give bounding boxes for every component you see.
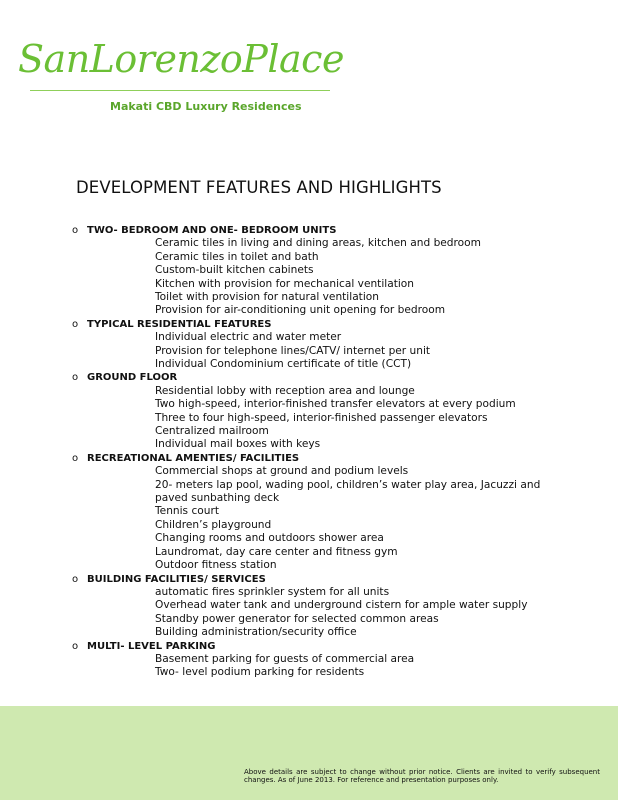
bullet-marker: o bbox=[72, 318, 79, 330]
feature-item: 20- meters lap pool, wading pool, children’s water play area, Jacuzzi and paved sunbathing deck bbox=[155, 478, 541, 505]
feature-item: Three to four high-speed, interior-finished passenger elevators bbox=[155, 411, 488, 424]
logo-tagline: Makati CBD Luxury Residences bbox=[110, 100, 302, 113]
feature-item: Kitchen with provision for mechanical ventilation bbox=[155, 277, 415, 290]
section-heading-text: TYPICAL RESIDENTIAL FEATURES bbox=[87, 318, 272, 330]
feature-section bbox=[72, 640, 572, 680]
feature-item: Individual Condominium certificate of title (CCT) bbox=[155, 358, 412, 371]
feature-sections bbox=[72, 224, 572, 680]
section-heading bbox=[72, 371, 572, 384]
logo-divider bbox=[30, 90, 330, 91]
feature-item: Provision for telephone lines/CATV/ internet per unit bbox=[155, 344, 431, 357]
section-heading bbox=[72, 452, 572, 465]
bullet-marker: o bbox=[72, 225, 79, 236]
section-heading bbox=[72, 640, 572, 653]
section-items bbox=[72, 237, 572, 317]
feature-item: Residential lobby with reception area and lounge bbox=[155, 384, 415, 397]
disclaimer-text: Above details are subject to change without prior notice. Clients are invited to verify subsequent changes. As of June 2013. For reference and presentation purposes only. bbox=[244, 768, 600, 784]
feature-item: Standby power generator for selected common areas bbox=[155, 612, 439, 625]
section-items bbox=[72, 331, 572, 371]
feature-item: Basement parking for guests of commercial area bbox=[155, 652, 415, 665]
feature-section bbox=[72, 224, 572, 318]
feature-item: Centralized mailroom bbox=[155, 425, 269, 438]
feature-item: Individual electric and water meter bbox=[155, 331, 342, 344]
feature-section bbox=[72, 573, 572, 640]
feature-item: Tennis court bbox=[155, 505, 219, 518]
feature-item: Custom-built kitchen cabinets bbox=[155, 264, 314, 277]
section-items bbox=[72, 586, 572, 640]
section-heading-text: TWO- BEDROOM AND ONE- BEDROOM UNITS bbox=[87, 225, 337, 236]
feature-item: Building administration/security office bbox=[155, 626, 357, 639]
feature-item: Two- level podium parking for residents bbox=[155, 666, 365, 679]
section-heading-text: GROUND FLOOR bbox=[87, 372, 178, 384]
feature-item: Ceramic tiles in toilet and bath bbox=[155, 250, 319, 263]
logo-wordmark: SanLorenzoPlace bbox=[18, 37, 344, 81]
page-title: DEVELOPMENT FEATURES AND HIGHLIGHTS bbox=[76, 178, 442, 197]
feature-item: Individual mail boxes with keys bbox=[155, 438, 321, 451]
feature-item: Toilet with provision for natural ventilation bbox=[155, 291, 379, 304]
section-heading bbox=[72, 318, 572, 331]
section-heading-text: BUILDING FACILITIES/ SERVICES bbox=[87, 573, 266, 585]
bullet-marker: o bbox=[72, 640, 79, 652]
feature-item: Outdoor fitness station bbox=[155, 559, 277, 572]
feature-item: Laundromat, day care center and fitness gym bbox=[155, 545, 398, 558]
feature-item: Ceramic tiles in living and dining areas, kitchen and bedroom bbox=[155, 237, 481, 250]
feature-item: Children’s playground bbox=[155, 518, 272, 531]
feature-section bbox=[72, 371, 572, 451]
bullet-marker: o bbox=[72, 452, 79, 464]
logo bbox=[18, 34, 344, 84]
section-heading bbox=[72, 573, 572, 586]
feature-item: Commercial shops at ground and podium levels bbox=[155, 465, 409, 478]
feature-item: Two high-speed, interior-finished transfer elevators at every podium bbox=[155, 398, 516, 411]
section-heading-text: RECREATIONAL AMENTIES/ FACILITIES bbox=[87, 452, 300, 464]
bullet-marker: o bbox=[72, 573, 79, 585]
feature-item: automatic fires sprinkler system for all units bbox=[155, 585, 390, 598]
feature-item: Provision for air-conditioning unit opening for bedroom bbox=[155, 304, 446, 317]
section-heading-text: MULTI- LEVEL PARKING bbox=[87, 640, 216, 652]
section-heading bbox=[72, 224, 572, 237]
section-items bbox=[72, 465, 572, 572]
feature-section bbox=[72, 452, 572, 573]
bullet-marker: o bbox=[72, 372, 79, 384]
footer-band bbox=[0, 706, 618, 800]
feature-item: Overhead water tank and underground cistern for ample water supply bbox=[155, 599, 528, 612]
feature-section bbox=[72, 318, 572, 372]
section-items bbox=[72, 653, 572, 680]
section-items bbox=[72, 385, 572, 452]
feature-item: Changing rooms and outdoors shower area bbox=[155, 532, 384, 545]
